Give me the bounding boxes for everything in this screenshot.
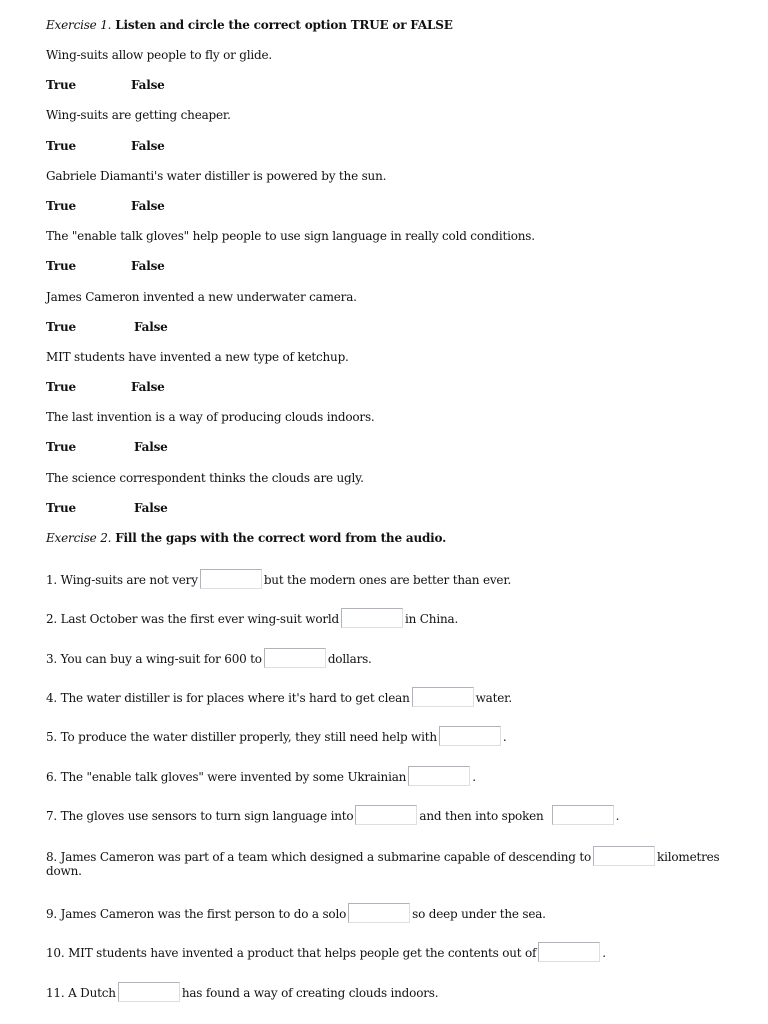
gap-input-1[interactable] (200, 569, 262, 589)
true-option-8[interactable]: True (46, 501, 76, 515)
gap-item-8-continuation: down. (46, 864, 82, 878)
gap-item-9-after: so deep under the sea. (412, 907, 546, 921)
true-option-2[interactable]: True (46, 139, 76, 153)
exercise1-instruction: Listen and circle the correct option TRUE or FALSE (111, 18, 453, 32)
gap-item-4-before: 4. The water distiller is for places where it's hard to get clean (46, 691, 410, 705)
gap-item-5 (46, 726, 507, 746)
gap-item-8-after: kilometres (657, 850, 720, 864)
gap-input-5[interactable] (439, 726, 501, 746)
gap-item-11 (46, 982, 438, 1002)
statement-4: The "enable talk gloves" help people to use sign language in really cold conditions. (46, 229, 535, 243)
gap-item-10 (46, 942, 606, 962)
false-option-3[interactable]: False (131, 199, 165, 213)
gap-item-7-middle: and then into spoken (419, 809, 544, 823)
gap-item-2-after: in China. (405, 612, 459, 626)
exercise2-heading (46, 530, 446, 546)
true-option-7[interactable]: True (46, 440, 76, 454)
gap-input-11[interactable] (118, 982, 180, 1002)
gap-item-2 (46, 608, 458, 628)
false-option-7[interactable]: False (134, 440, 168, 454)
statement-5: James Cameron invented a new underwater camera. (46, 290, 357, 304)
gap-input-10[interactable] (538, 942, 600, 962)
false-option-1[interactable]: False (131, 78, 165, 92)
gap-item-7-after: . (615, 809, 620, 823)
gap-item-3 (46, 648, 372, 668)
gap-input-6[interactable] (408, 766, 470, 786)
true-option-3[interactable]: True (46, 199, 76, 213)
gap-item-10-after: . (602, 946, 606, 960)
gap-item-4 (46, 687, 512, 707)
gap-item-10-before: 10. MIT students have invented a product that helps people get the contents out of (46, 946, 537, 960)
gap-item-1-after: but the modern ones are better than ever. (263, 573, 512, 587)
gap-item-7-before: 7. The gloves use sensors to turn sign language into (46, 809, 354, 823)
gap-input-2[interactable] (341, 608, 403, 628)
gap-item-9 (46, 903, 546, 923)
gap-item-9-before: 9. James Cameron was the first person to do a solo (46, 907, 347, 921)
exercise1-label: Exercise 1. (46, 18, 112, 32)
exercise1-heading (46, 17, 453, 33)
statement-8: The science correspondent thinks the clouds are ugly. (46, 471, 364, 485)
false-option-4[interactable]: False (131, 259, 165, 273)
gap-item-4-after: water. (475, 691, 512, 705)
gap-item-1-before: 1. Wing-suits are not very (46, 573, 198, 587)
gap-item-11-after: has found a way of creating clouds indoors. (181, 986, 439, 1000)
gap-input-9[interactable] (348, 903, 410, 923)
gap-input-7b[interactable] (552, 805, 614, 825)
statement-7: The last invention is a way of producing clouds indoors. (46, 410, 375, 424)
exercise2-label: Exercise 2. (46, 531, 112, 545)
false-option-5[interactable]: False (134, 320, 168, 334)
statement-2: Wing-suits are getting cheaper. (46, 108, 231, 122)
gap-item-6-before: 6. The "enable talk gloves" were invented by some Ukrainian (46, 770, 407, 784)
gap-item-6 (46, 766, 476, 786)
gap-item-5-before: 5. To produce the water distiller properly, they still need help with (46, 730, 437, 744)
gap-item-5-after: . (502, 730, 507, 744)
true-option-5[interactable]: True (46, 320, 76, 334)
exercise2-instruction: Fill the gaps with the correct word from the audio. (111, 531, 447, 545)
false-option-2[interactable]: False (131, 139, 165, 153)
gap-item-3-after: dollars. (327, 652, 372, 666)
true-option-1[interactable]: True (46, 78, 76, 92)
gap-item-8-before: 8. James Cameron was part of a team which designed a submarine capable of descending to (46, 850, 592, 864)
gap-item-7 (46, 805, 619, 825)
gap-input-4[interactable] (412, 687, 474, 707)
gap-item-2-before: 2. Last October was the first ever wing-suit world (46, 612, 340, 626)
true-option-4[interactable]: True (46, 259, 76, 273)
gap-item-11-before: 11. A Dutch (46, 986, 116, 1000)
gap-item-1 (46, 569, 511, 589)
statement-6: MIT students have invented a new type of ketchup. (46, 350, 349, 364)
false-option-8[interactable]: False (134, 501, 168, 515)
statement-3: Gabriele Diamanti's water distiller is powered by the sun. (46, 169, 387, 183)
false-option-6[interactable]: False (131, 380, 165, 394)
true-option-6[interactable]: True (46, 380, 76, 394)
gap-input-8[interactable] (593, 846, 655, 866)
gap-item-6-after: . (472, 770, 476, 784)
gap-input-3[interactable] (264, 648, 326, 668)
gap-item-8 (46, 846, 720, 866)
gap-input-7a[interactable] (355, 805, 417, 825)
gap-item-3-before: 3. You can buy a wing-suit for 600 to (46, 652, 262, 666)
statement-1: Wing-suits allow people to fly or glide. (46, 48, 272, 62)
